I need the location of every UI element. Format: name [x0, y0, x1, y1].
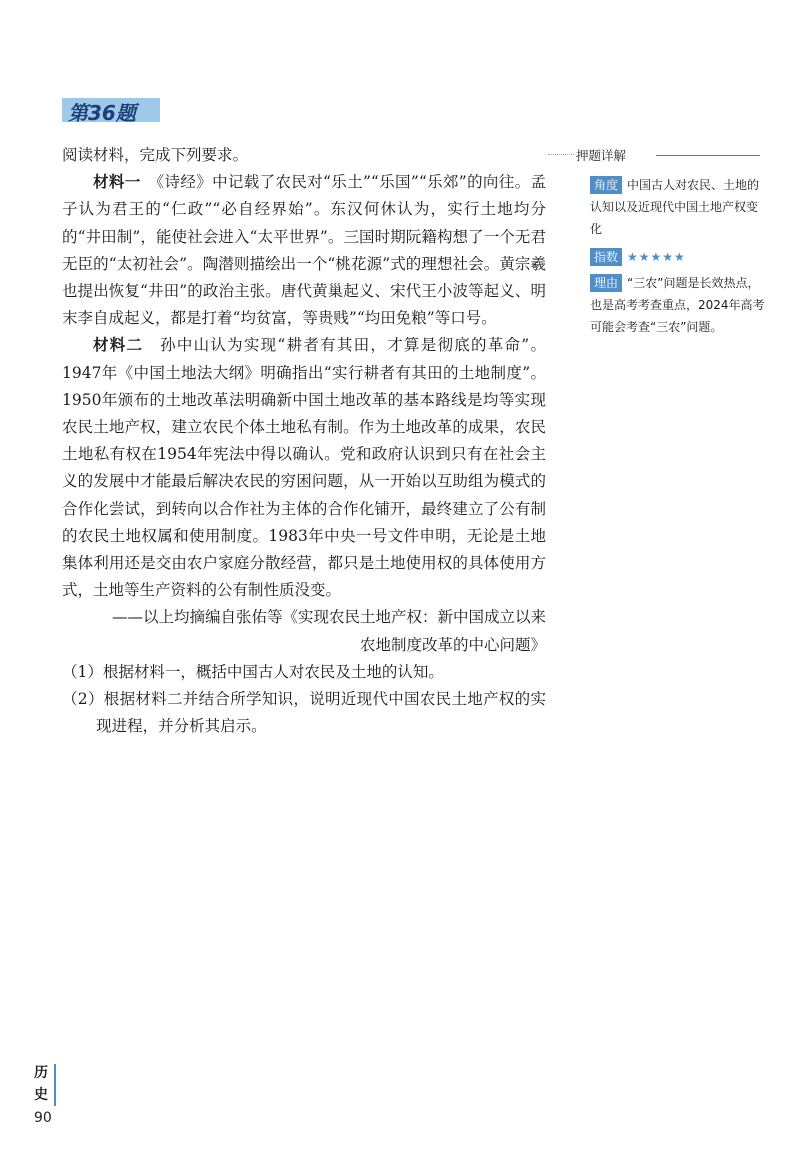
- intro-text: 阅读材料，完成下列要求。: [62, 146, 249, 164]
- rating-stars-icon: ★★★★★: [627, 250, 686, 264]
- material-two-text: 孙中山认为实现“耕者有其田，才算是彻底的革命”。1947年《中国土地法大纲》明确指出“实行耕者有其田的土地制度”。1950年颁布的土地改革法明确新中国土地改革的基本路线是均等实现农民土地产权，建立农民个体土地私有制。作为土地改革的成果，农民土地私有权在1954年宪法中得以确认。党和政府认识到只有在社会主义的发展中才能最后解决农民的穷困问题，从一开始以互助组为模式的合作化尝试，到转向以合作社为主体的合作化铺开，最终建立了公有制的农民土地权属和使用制度。1983年中央一号文件申明，无论是土地集体利用还是交由农户家庭分散经营，都只是土地使用权的具体使用方式，土地等生产资料的公有制性质没变。: [62, 336, 546, 600]
- angle-text: 中国古人对农民、土地的认知以及近现代中国土地产权变化: [590, 178, 760, 236]
- subject-char-1: 历: [34, 1065, 48, 1081]
- sidebar-index: [590, 246, 766, 268]
- question-number-banner: [62, 98, 160, 125]
- index-tag: 指数: [590, 248, 622, 266]
- sidebar-reason: [590, 272, 766, 338]
- reason-text: “三农”问题是长效热点，也是高考考查重点，2024年高考可能会考查“三农”问题。: [590, 276, 765, 334]
- sidebar: [590, 174, 766, 338]
- sidebar-header-dots: [548, 154, 574, 155]
- sidebar-header-line: [656, 155, 760, 156]
- question-number: 第36题: [68, 101, 136, 125]
- source-line-2: 农地制度改革的中心问题》: [359, 635, 546, 654]
- source-line-1: ——以上均摘编自张佑等《实现农民土地产权：新中国成立以来: [111, 608, 546, 627]
- material-two: [62, 332, 546, 604]
- material-two-label: 材料二: [93, 336, 144, 355]
- sidebar-header-title: 押题详解: [576, 148, 627, 163]
- material-one-label: 材料一: [93, 173, 141, 192]
- material-one-text: 《诗经》中记载了农民对“乐土”“乐国”“乐郊”的向往。孟子认为君王的“仁政”“必自经界始”。东汉何休认为，实行土地均分的“井田制”，能使社会进入“太平世界”。三国时期阮籍构想了一个无君无臣的“太初社会”。陶潜则描绘出一个“桃花源”式的理想社会。黄宗羲也提出恢复“井田”的政治主张。唐代黄巢起义、宋代王小波等起义、明末李自成起义，都是打着“均贫富，等贵贱”“均田免粮”等口号。: [62, 173, 546, 328]
- subject-char-2: 史: [34, 1087, 48, 1103]
- page-number: 90: [34, 1110, 52, 1126]
- angle-tag: 角度: [590, 176, 622, 194]
- question-body: [62, 142, 546, 740]
- material-one: [62, 169, 546, 332]
- sidebar-angle: [590, 174, 766, 240]
- question-2: （2）根据材料二并结合所学知识，说明近现代中国农民土地产权的实现进程，并分析其启示。: [62, 690, 546, 736]
- sidebar-header: [548, 146, 760, 164]
- question-1: （1）根据材料一，概括中国古人对农民及土地的认知。: [62, 662, 444, 681]
- footer-bar: [54, 1064, 56, 1106]
- reason-tag: 理由: [590, 274, 622, 292]
